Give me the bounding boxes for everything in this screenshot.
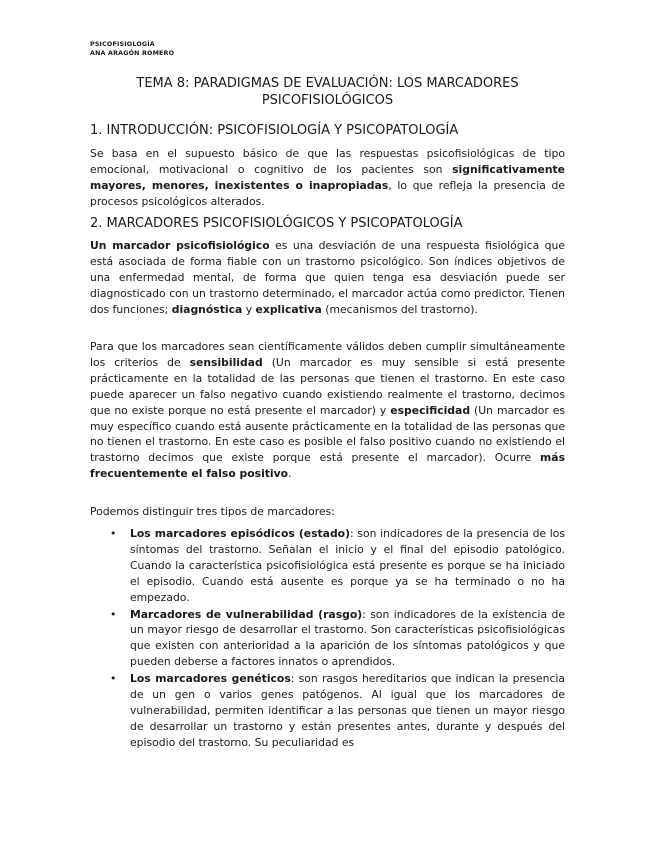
text-run: es una desviación de una respuesta fisiológica que está asociada de forma fiable con un trastorno psicológico. Son índices objetivos de una enfermedad mental, de forma que quien tenga esa desviación puede ser diagnosticado con un trastorno determinado, el marcador actúa como predictor. Tienen dos funciones; bbox=[90, 239, 565, 316]
header-author: ANA ARAGÓN ROMERO bbox=[90, 50, 175, 57]
bold-run: Un marcador psicofisiológico bbox=[90, 239, 270, 252]
bold-run: diagnóstica bbox=[171, 302, 243, 316]
document-title bbox=[90, 75, 565, 109]
text-run: : son indicadores de la presencia de los síntomas del trastorno. Señalan el inicio y el final del episodio patológico. Cuando la característica psicofisiológica está presente es porque se ha iniciado el episodio. Cuando está ausente es porque ya se ha terminado o no ha empezado. bbox=[130, 527, 565, 604]
text-run: (Un marcador es muy específico cuando está ausente prácticamente en la totalidad de las personas que no tienen el trastorno. En este caso es posible el falso positivo cuando no existiendo el trastorno decimos que existe porque está presente el marcador). Ocurre bbox=[90, 403, 566, 465]
bullet-icon: • bbox=[110, 527, 117, 540]
bold-run: especificidad bbox=[390, 403, 471, 417]
title-line-1: TEMA 8: PARADIGMAS DE EVALUACIÓN: LOS MARCADORES bbox=[136, 76, 519, 91]
section-2-paragraph-1 bbox=[90, 238, 565, 318]
bold-run: sensibilidad bbox=[189, 355, 263, 369]
bold-run: Los marcadores genéticos bbox=[130, 672, 291, 686]
header-subject: PSICOFISIOLOGÍA bbox=[90, 41, 155, 48]
text-run: (mecanismos del trastorno). bbox=[321, 302, 478, 316]
bold-run: Los marcadores episódicos (estado) bbox=[130, 527, 351, 540]
text-run: Se basa en el supuesto básico de que las respuestas psicofisiológicas de tipo emocional, motivacional o cognitivo de los pacientes son bbox=[90, 147, 565, 176]
text-run: : son indicadores de la existencia de un mayor riesgo de desarrollar el trastorno. Son características psicofisiológicas que existen con anterioridad a la aparición de los síntomas patológicos y que pueden deberse a factores innatos o aprendidos. bbox=[130, 607, 565, 669]
text-run: : son rasgos hereditarios que indican la presencia de un gen o varios genes patógenos. Al igual que los marcadores de vulnerabilidad, permiten identificar a las personas que tienen un mayor riesgo de desarrollar un trastorno y están presentes antes, durante y después del episodio del trastorno. Su peculiaridad es bbox=[130, 672, 565, 749]
text-run: y bbox=[242, 302, 256, 316]
title-line-2: PSICOFISIOLÓGICOS bbox=[261, 93, 394, 108]
bold-run: explicativa bbox=[255, 302, 322, 316]
text-run: Para que los marcadores sean científicamente válidos deben cumplir simultáneamente los criterios de bbox=[90, 340, 565, 369]
list-item bbox=[110, 607, 565, 671]
section-2-heading: 2. MARCADORES PSICOFISIOLÓGICOS Y PSICOPATOLOGÍA bbox=[90, 216, 463, 231]
bold-run: Marcadores de vulnerabilidad (rasgo) bbox=[130, 607, 363, 621]
marker-types-list bbox=[110, 526, 565, 752]
section-2-paragraph-2 bbox=[90, 339, 565, 482]
section-1-heading: 1. INTRODUCCIÓN: PSICOFISIOLOGÍA Y PSICOPATOLOGÍA bbox=[90, 123, 459, 138]
page-header bbox=[90, 40, 174, 58]
list-item bbox=[110, 671, 565, 751]
list-item bbox=[110, 526, 565, 606]
bullet-icon: • bbox=[110, 607, 117, 621]
bold-run: más frecuentemente el falso positivo bbox=[90, 451, 565, 481]
text-run: (Un marcador es muy sensible si está presente prácticamente en la totalidad de las personas que tienen el trastorno. En este caso puede aparecer un falso negativo cuando existiendo realmente el trastorno, decimos que no existe porque no está presente el marcador) y bbox=[90, 355, 565, 417]
section-1-paragraph bbox=[90, 146, 565, 210]
bold-run: significativamente mayores, menores, inexistentes o inapropiadas bbox=[90, 162, 565, 192]
section-2-paragraph-3: Podemos distinguir tres tipos de marcadores: bbox=[90, 505, 335, 518]
bullet-icon: • bbox=[110, 672, 117, 686]
text-run: . bbox=[288, 467, 292, 481]
text-run: , lo que refleja la presencia de procesos psicológicos alterados. bbox=[90, 178, 565, 208]
